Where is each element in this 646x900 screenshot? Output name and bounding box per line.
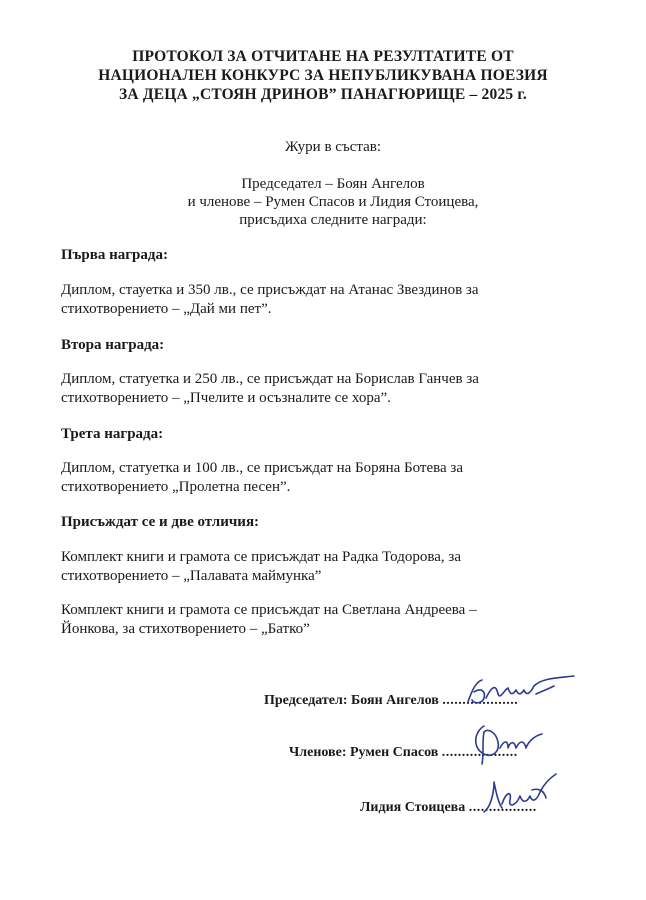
members-signature-dots: ................... (441, 745, 518, 760)
jury-members-line: и членове – Румен Спасов и Лидия Стоицева, (187, 194, 479, 210)
distinction-2-text (61, 601, 601, 639)
title-line-3: ЗА ДЕЦА „СТОЯН ДРИНОВ” ПАНАГЮРИЩЕ – 2025 г. (119, 86, 527, 103)
third-award-heading: Трета награда: (61, 426, 164, 442)
distinction-2-line-1: Комплект книги и грамота се присъждат на Светлана Андреева – (61, 602, 477, 618)
document-title (40, 47, 606, 104)
member-2-signature-dots: ................. (468, 800, 537, 815)
member-spasov-handwritten-signature (470, 718, 560, 766)
first-award-text (61, 281, 601, 319)
third-award-line-2: стихотворението „Пролетна песен”. (61, 479, 291, 495)
second-award-heading: Втора награда: (61, 337, 165, 353)
member-2-signature-label: Лидия Стоицева (360, 800, 466, 815)
chair-signature-label: Председател: Боян Ангелов (264, 693, 439, 708)
member-stoitseva-handwritten-signature (480, 768, 560, 818)
jury-chair-line: Председател – Боян Ангелов (241, 176, 425, 192)
third-award-line-1: Диплом, статуетка и 100 лв., се присъждат на Боряна Ботева за (61, 460, 464, 476)
distinction-1-line-2: стихотворението – „Палавата маймунка” (61, 568, 322, 584)
third-award-text (61, 459, 601, 497)
distinction-1-line-1: Комплект книги и грамота се присъждат на Радка Тодорова, за (61, 549, 462, 565)
members-signature-label: Членове: Румен Спасов (289, 745, 439, 760)
title-line-2: НАЦИОНАЛЕН КОНКУРС ЗА НЕПУБЛИКУВАНА ПОЕЗИЯ (98, 67, 548, 84)
distinction-1-text (61, 548, 601, 586)
first-award-heading: Първа награда: (61, 247, 168, 263)
first-award-line-2: стихотворението – „Дай ми пет”. (61, 301, 272, 317)
second-award-line-2: стихотворението – „Пчелите и осъзналите се хора”. (61, 390, 391, 406)
first-award-line-1: Диплом, стауетка и 350 лв., се присъждат на Атанас Звездинов за (61, 282, 479, 298)
jury-composition (60, 175, 606, 229)
jury-intro: Жури в състав: (284, 139, 382, 155)
second-award-line-1: Диплом, статуетка и 250 лв., се присъждат на Борислав Ганчев за (61, 371, 479, 387)
title-line-1: ПРОТОКОЛ ЗА ОТЧИТАНЕ НА РЕЗУЛТАТИТЕ ОТ (132, 48, 514, 65)
distinctions-heading: Присъждат се и две отличия: (61, 514, 260, 530)
distinction-2-line-2: Йонкова, за стихотворението – „Батко” (61, 621, 310, 637)
second-award-text (61, 370, 601, 408)
jury-awarded-line: присъдиха следните награди: (239, 212, 427, 228)
chair-handwritten-signature (462, 672, 582, 712)
chair-signature-dots: ................... (442, 693, 519, 708)
